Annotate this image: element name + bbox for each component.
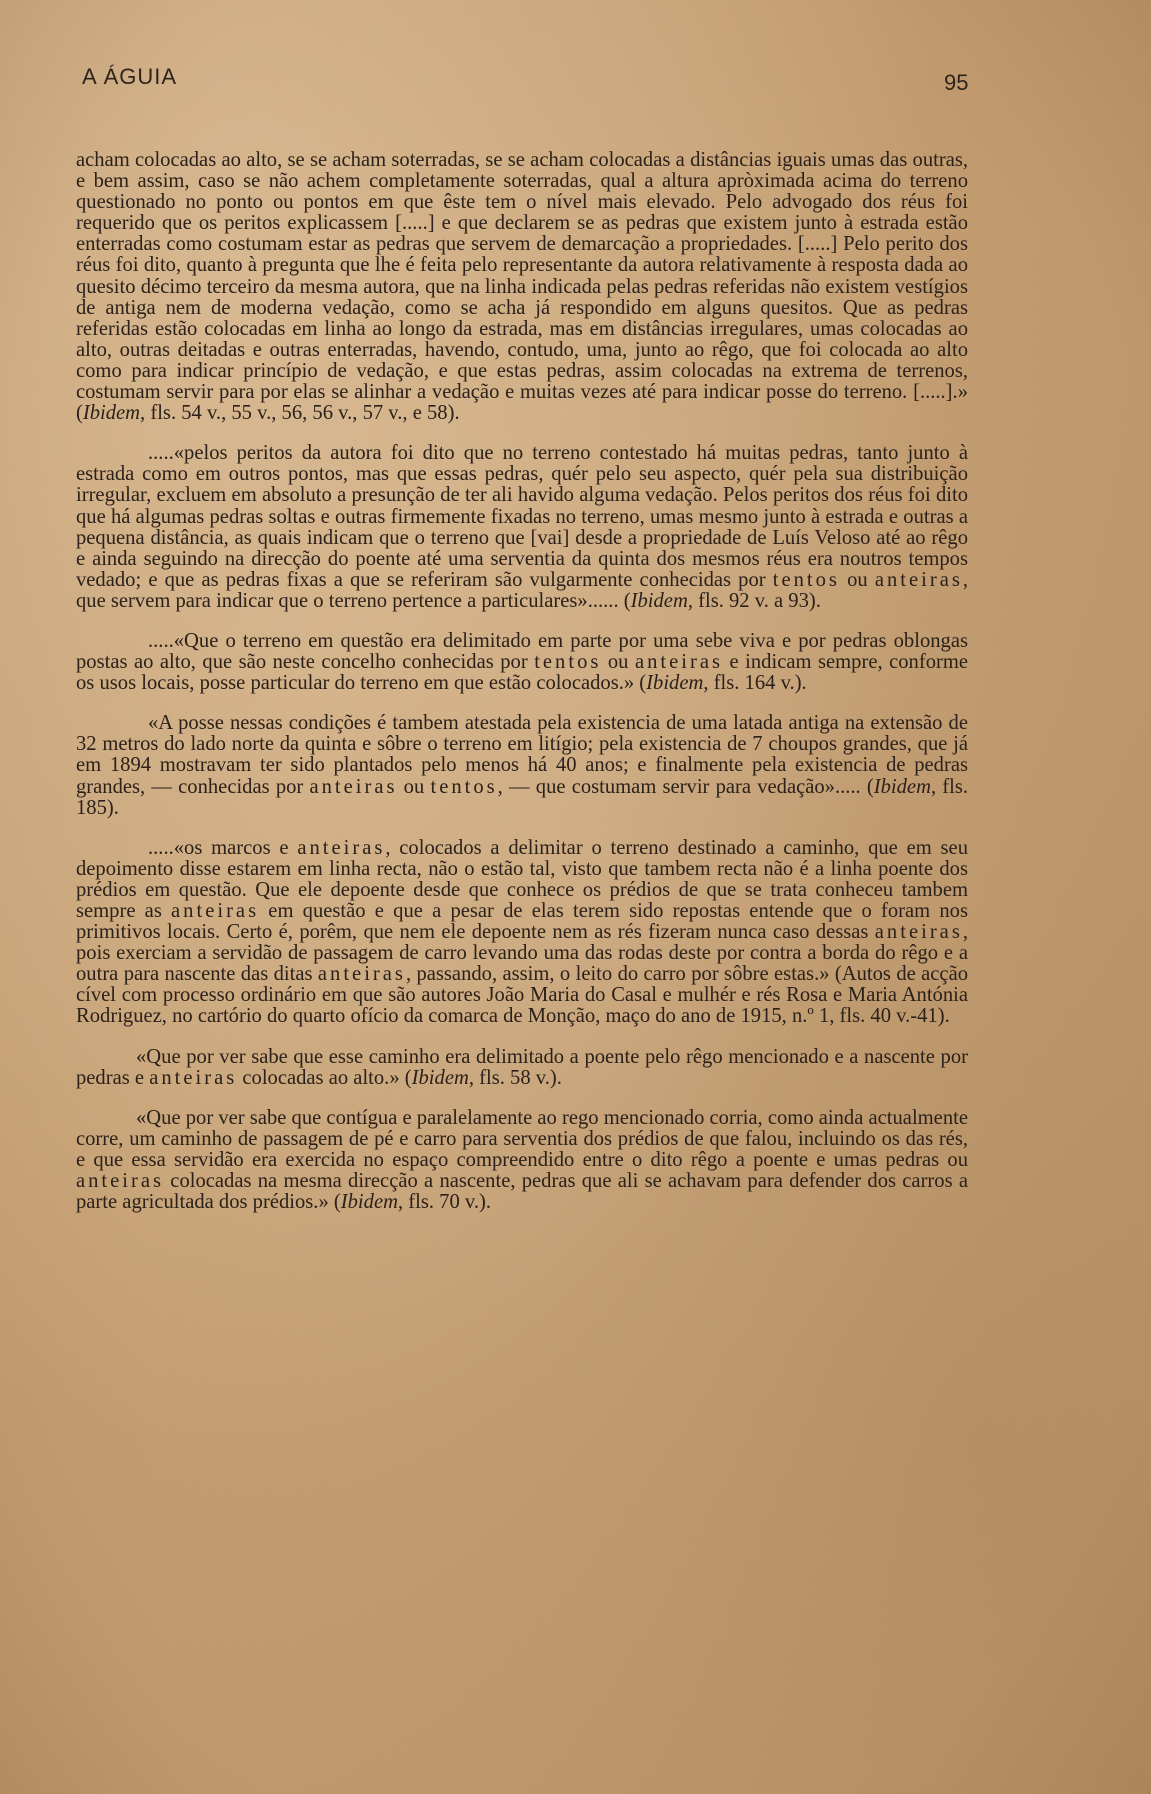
paragraph-6 <box>76 1047 968 1089</box>
italic-citation: Ibidem <box>646 672 704 695</box>
spaced-term: tentos <box>430 775 498 798</box>
text-run: ou <box>601 651 635 674</box>
paragraph-4 <box>76 713 968 818</box>
text-run: .....«pelos peritos da autora foi dito que no terreno contestado há muitas pedras, tanto junto à estrada como em outros pontos, mas que essas pedras, quér pelo seu aspecto, quér pela sua distribuição irregular, excluem em absoluto a presunção de ter ali havido alguma vedação. Pelos peritos dos réus foi dito que há algumas pedras soltas e outras firmemente fixadas no terreno, umas mesmo junto à estrada e outras a pequena distância, as quais indicam que o terreno que [vai] desde a propriedade de Luís Veloso até ao rêgo e ainda seguindo na direcção do poente até uma serventia da quinta dos mesmos réus era noutros tempos vedado; e que as pedras fixas a que se referiram são vulgarmente conhecidas por <box>76 442 968 591</box>
spaced-term: anteiras <box>149 1066 238 1089</box>
text-run: , fls. 92 v. a 93). <box>687 589 821 612</box>
text-run: «A posse nessas condições é tambem atestada pela existencia de uma latada antiga na extensão de 32 metros do lado norte da quinta e sôbre o terreno em litígio; pela existencia de 7 choupos grandes, que já em 1894 mostravam ter sido plantados pelo menos há 40 anos; e finalmente pela existencia de pedras grandes, — conhecidas por <box>76 712 968 798</box>
body-text <box>76 150 968 1232</box>
spaced-term: anteiras <box>76 1170 165 1193</box>
spaced-term: tentos <box>534 651 602 674</box>
text-run: ou <box>839 568 875 591</box>
text-run: , pois exerciam a servidão de passagem de carro levando uma das rodas deste por contra a borda do rêgo e a outra para nascente das ditas <box>76 921 968 986</box>
spaced-term: anteiras <box>634 651 724 674</box>
page-number: 95 <box>944 70 969 95</box>
text-run: , que servem para indicar que o terreno pertence a particulares»...... ( <box>76 568 969 612</box>
text-run: , fls. 164 v.). <box>703 672 807 695</box>
text-run: e indicam sempre, conforme os usos locais, posse particular do terreno em que estão colocados.» ( <box>76 651 969 695</box>
spaced-term: tentos <box>772 568 840 591</box>
italic-citation: Ibidem <box>873 775 931 798</box>
paragraph-5 <box>76 838 968 1028</box>
text-run: , fls. 185). <box>76 775 969 819</box>
text-run: «Que por ver sabe que contígua e paralelamente ao rego mencionado corria, como ainda actualmente corre, um caminho de passagem de pé e carro para serventia dos prédios de que falou, incluindo os das rés, e que essa servidão era exercida no espaço compreendido entre o dito rêgo a poente e umas pedras ou <box>76 1106 968 1171</box>
paragraph-2 <box>76 443 968 612</box>
spaced-term: anteiras <box>874 921 963 944</box>
spaced-term: anteiras <box>309 775 398 798</box>
running-head: A ÁGUIA <box>82 64 178 89</box>
text-run: , passando, assim, o leito do carro por sôbre estas.» (Autos de acção cível com processo ordinário em que são autores João Maria do Casal e mulhér e rés Rosa e Maria Antónia Rodriguez, no cartório do quarto ofício da comarca de Monção, maço do ano de 1915, n.º 1, fls. 40 v.-41). <box>76 963 969 1028</box>
text-run: , colocados a delimitar o terreno destinado a caminho, que em seu depoimento disse estarem em linha recta, não o estão tal, visto que tambem recta não é a linha poente dos prédios em questão. Que ele depoente desde que conhece os prédios de que se trata conheceu tambem sempre as <box>76 836 968 922</box>
paragraph-3 <box>76 631 968 694</box>
text-run: colocadas ao alto.» ( <box>237 1066 412 1089</box>
italic-citation: Ibidem <box>340 1191 398 1214</box>
text-run: «Que por ver sabe que esse caminho era delimitado a poente pelo rêgo mencionado e a nascente por pedras e <box>76 1045 968 1089</box>
paragraph-7 <box>76 1108 968 1213</box>
text-run: colocadas na mesma direcção a nascente, pedras que ali se achavam para defender dos carros a parte agricultada dos prédios.» ( <box>76 1170 968 1214</box>
italic-citation: Ibidem <box>82 402 141 425</box>
text-run: , fls. 54 v., 55 v., 56, 56 v., 57 v., e 58). <box>140 402 460 425</box>
paragraph-1 <box>76 150 968 424</box>
text-run: .....«Que o terreno em questão era delimitado em parte por uma sebe viva e por pedras oblongas postas ao alto, que são neste concelho conhecidas por <box>76 629 968 674</box>
italic-citation: Ibidem <box>411 1066 469 1089</box>
text-run: em questão e que a pesar de elas terem sido repostas entende que o foram nos primitivos locais. Certo é, porêm, que nem ele depoente nem as rés fizeram nunca caso dessas <box>76 900 968 944</box>
italic-citation: Ibidem <box>630 589 688 612</box>
spaced-term: anteiras <box>171 900 260 922</box>
text-run: , fls. 58 v.). <box>468 1066 562 1089</box>
text-run: acham colocadas ao alto, se se acham soterradas, se se acham colocadas a distâncias iguais umas das outras, e bem assim, caso se não achem completamente soterradas, qual a altura apròximada acima do terreno questionado no ponto ou pontos em que êste tem o nível mais elevado. Pelo advogado dos réus foi requerido que os peritos explicassem [.....] e que declarem se as pedras que existem junto à estrada estão enterradas como costumam estar as pedras que servem de demarcação a propriedades. [.....] Pelo perito dos réus foi dito, quanto à pregunta que lhe é feita pelo representante da autora relativamente à resposta dada ao quesito décimo terceiro da mesma autora, que na linha indicada pelas pedras referidas não existem vestígios de antiga nem de moderna vedação, como se acha já respondido em alguns quesitos. Que as pedras referidas estão colocadas em linha ao longo da estrada, mas em distâncias irregulares, umas colocadas ao alto, outras deitadas e outras enterradas, havendo, contudo, uma, junto ao rêgo, que foi colocada ao alto como para indicar princípio de vedação, e que estas pedras, assim colocadas na extrema de terrenos, costumam servir para por elas se alinhar a vedação e muitas vezes até para indicar posse do terreno. [.....].» ( <box>76 149 968 425</box>
spaced-term: anteiras <box>874 568 963 591</box>
text-run: ou <box>397 775 431 798</box>
spaced-term: anteiras <box>297 836 386 859</box>
spaced-term: anteiras <box>317 963 406 986</box>
text-run: .....«os marcos e <box>148 836 298 859</box>
text-run: , — que costumam servir para vedação»..... ( <box>497 775 874 798</box>
text-run: , fls. 70 v.). <box>397 1191 491 1214</box>
